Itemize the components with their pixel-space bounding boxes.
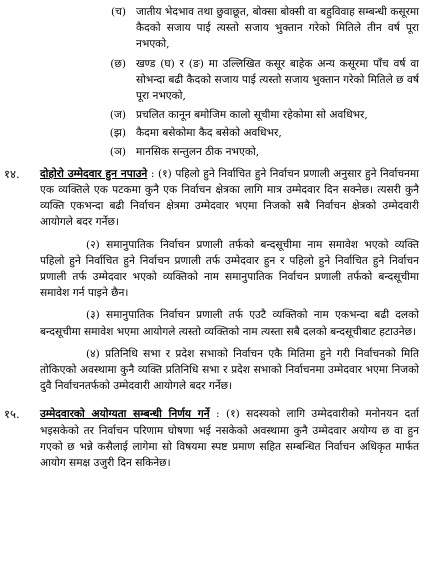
clause-text: प्रचलित कानून बमोजिम कालो सूचीमा रहेकोमा सो अवधिभर, [136,109,368,122]
clause-ja [4,107,419,123]
clause-text: खण्ड (घ) र (ङ) मा उल्लिखित कसूर बाहेक अन्य कसूरमा पाँच वर्ष वा सोभन्दा बढी कैदको सजाय पाई त्यस्तो सजाय भुक्तान गरेको मितिले छ वर्ष पूरा नभएको, [136,57,419,103]
clause-cha [4,4,419,53]
clause-text: कैदमा बसेकोमा कैद बसेको अवधिभर, [136,127,282,140]
clause-jha [4,125,419,141]
subsection-paragraph: (४) प्रतिनिधि सभा र प्रदेश सभाको निर्वाचन एकै मितिमा हुने गरी निर्वाचनको मिति तोकिएको अवस्थामा कुनै व्यक्ति प्रतिनिधि सभा र प्रदेश सभाको निर्वाचनमा उम्मेदवार भएमा निजको दुवै निर्वाचनतर्फको उम्मेदवारी आयोगले बदर गर्नेछ। [40,347,419,393]
section-lead-text: : (१) सदस्यको लागि उम्मेदवारीको मनोनयन दर्ता भइसकेको तर निर्वाचन परिणाम घोषणा भई नसकेको अवस्थामा कुनै उम्मेदवार अयोग्य छ वा हुन गएको छ भन्ने कसैलाई लागेमा सो विषयमा स्पष्ट प्रमाण सहित सम्बन्धित निर्वाचन अधिकृत मार्फत आयोग समक्ष उजुरी दिन सकिनेछ। [40,408,419,470]
clause-text: जातीय भेदभाव तथा छुवाछूत, बोक्सा बोक्सी वा बहुविवाह सम्बन्धी कसूरमा कैदको सजाय पाई त्यस्तो सजाय भुक्तान गरेको मितिले तीन वर्ष पूरा नभएको, [136,6,420,51]
section-number: १४. [4,166,20,181]
clause-marker: (ञ) [109,145,126,158]
clause-chha [4,56,419,105]
subsection-paragraph: (३) समानुपातिक निर्वाचन प्रणाली तर्फ एउटै व्यक्तिको नाम एकभन्दा बढी दलको बन्दसूचीमा समावेश भएमा आयोगले त्यस्तो व्यक्तिको नाम त्यस्ता सबै दलको बन्दसूचीबाट हटाउनेछ। [40,309,419,338]
clause-nya [4,144,419,160]
clause-marker: (च) [111,6,126,18]
section-14 [4,166,419,401]
clause-list [4,4,419,160]
section-lead-paragraph [40,406,419,471]
section-lead-text: : (१) पहिलो हुने निर्वाचित हुने निर्वाचन प्रणाली अनुसार हुने निर्वाचनमा एक व्यक्तिले एक पटकमा कुनै एक निर्वाचन क्षेत्रका लागि मात्र उम्मेदवार दिन सक्नेछ। त्यसरी कुनै व्यक्ति एकभन्दा बढी निर्वाचन क्षेत्रमा उम्मेदवार भएमा निजको सबै निर्वाचन क्षेत्रको उम्मेदवारी आयोगले बदर गर्नेछ। [40,167,419,229]
clause-marker: (छ) [110,57,126,70]
section-body [40,406,419,477]
subsection-paragraph: (२) समानुपातिक निर्वाचन प्रणाली तर्फको बन्दसूचीमा नाम समावेश भएको व्यक्ति पहिलो हुने निर्वाचित हुने निर्वाचन प्रणाली तर्फ उम्मेदवार हुन र पहिलो हुने निर्वाचित हुने निर्वाचन प्रणाली तर्फ उम्मेदवार भएको व्यक्तिको नाम समानुपातिक निर्वाचन प्रणाली तर्फको बन्दसूचीमा समावेश गर्न पाइने छैन। [40,238,419,300]
section-body [40,166,419,401]
section-title: उम्मेदवारको अयोग्यता सम्बन्धी निर्णय गर्ने [40,408,210,421]
section-15 [4,406,419,477]
clause-marker: (ज) [109,109,126,122]
clause-marker: (झ) [109,127,126,140]
section-number: १५. [4,407,20,422]
clause-text: मानसिक सन्तुलन ठीक नभएको, [136,145,260,158]
section-title: दोहोरो उम्मेदवार हुन नपाउने [40,167,148,180]
section-lead-paragraph [40,166,419,231]
